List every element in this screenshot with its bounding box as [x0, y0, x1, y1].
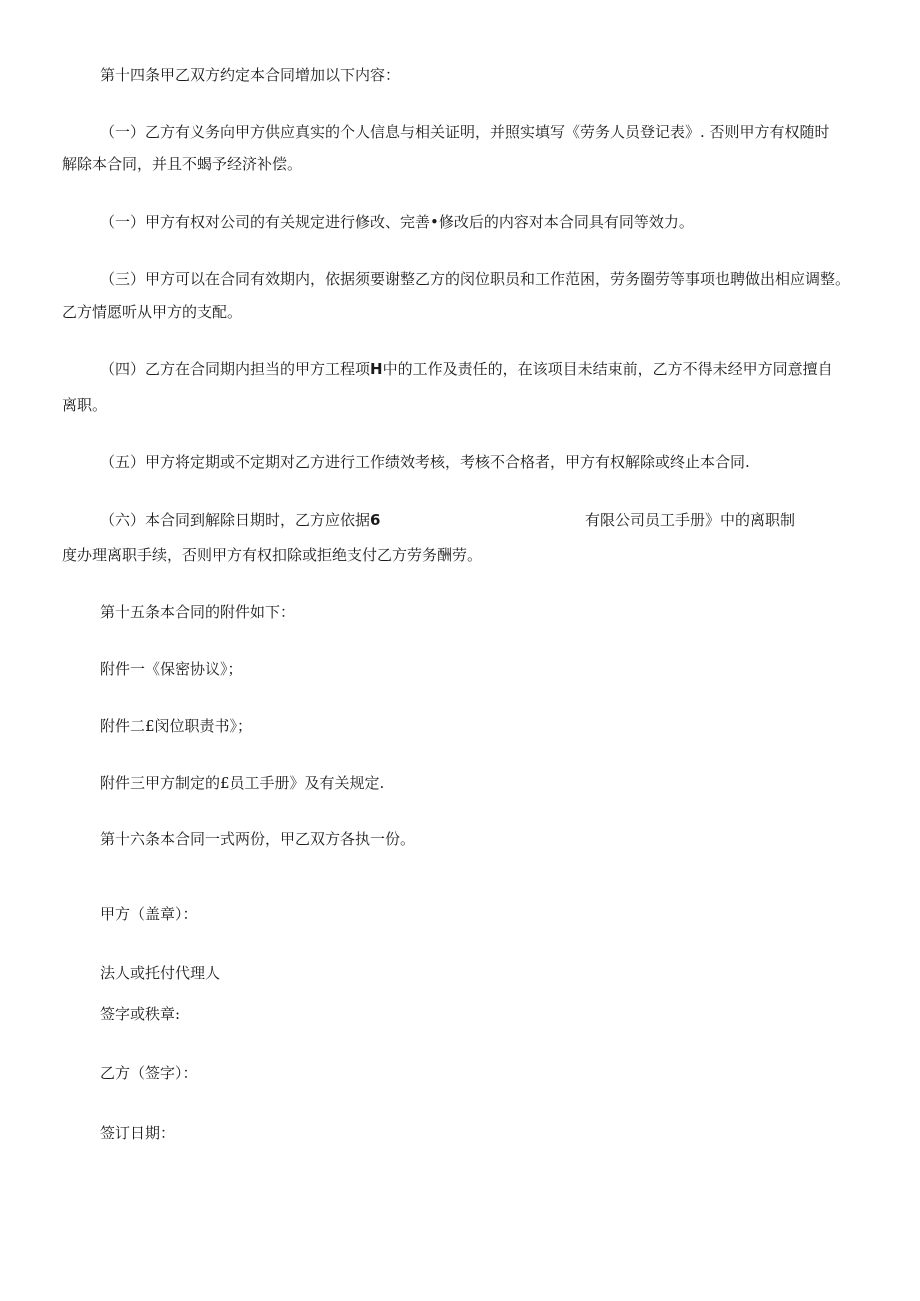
item-4-line-2: 离职。 — [62, 396, 108, 414]
item-3-line-2: 乙方情愿听从甲方的支配。 — [62, 303, 243, 321]
annex-1: 附件一《保密协议》； — [100, 660, 243, 678]
item-4-text-b: H — [370, 360, 383, 378]
party-a-seal: 甲方（盖章）： — [100, 905, 198, 923]
item-4-text-a: （四）乙方在合同期内担当的甲方工程项 — [100, 360, 371, 378]
article-15-heading: 第十五条本合同的附件如下： — [100, 603, 296, 621]
item-3-line-1: （三）甲方可以在合同有效期内，依据须要谢整乙方的闵位职员和工作范困，劳务圈劳等事项也聘做出相应调整。 — [100, 270, 851, 288]
item-6-line-2: 度办理离职手续，否则甲方有权扣除或拒绝支付乙方劳务酬劳。 — [62, 546, 483, 564]
item-1-line-1: （一）乙方有义务向甲方供应真实的个人信息与相关证明，并照实填写《劳务人员登记表》. 否则甲方有权随时 — [100, 123, 830, 141]
item-6-text-a: （六）本合同到解除日期时，乙方应依据 — [100, 511, 371, 529]
item-6-text-b: 6 — [370, 511, 381, 529]
legal-representative: 法人或托付代理人 — [100, 964, 221, 982]
signing-date: 签订日期： — [100, 1124, 176, 1142]
signature-or-seal: 签字或秩章: — [100, 1005, 181, 1023]
item-5-line-1: （五）甲方将定期或不定期对乙方进行工作绩效考核，考核不合格者，甲方有权解除或终止本合同. — [100, 453, 750, 471]
item-1-line-2: 解除本合同，并且不蝎予经济补偿。 — [62, 155, 303, 173]
party-b-signature: 乙方（签字）： — [100, 1064, 198, 1082]
annex-2: 附件二£闵位职责书》； — [100, 717, 253, 735]
item-4-line-1 — [100, 358, 833, 380]
item-4-text-c: 中的工作及责任的，在该项目未结束前，乙方不得未经甲方同意擅自 — [382, 360, 833, 378]
article-16: 第十六条本合同一式两份，甲乙双方各执一份。 — [100, 830, 416, 848]
article-14-heading: 第十四条甲乙双方约定本合同增加以下内容： — [100, 66, 401, 84]
item-6-line-1-left — [100, 509, 380, 531]
item-2-line-1: （一）甲方有权对公司的有关规定进行修改、完善•修改后的内容对本合同具有同等效力。 — [100, 213, 694, 231]
annex-3: 附件三甲方制定的£员工手册》及有关规定. — [100, 774, 385, 792]
item-6-line-1-right: 有限公司员工手册》中的离职制 — [585, 511, 796, 529]
